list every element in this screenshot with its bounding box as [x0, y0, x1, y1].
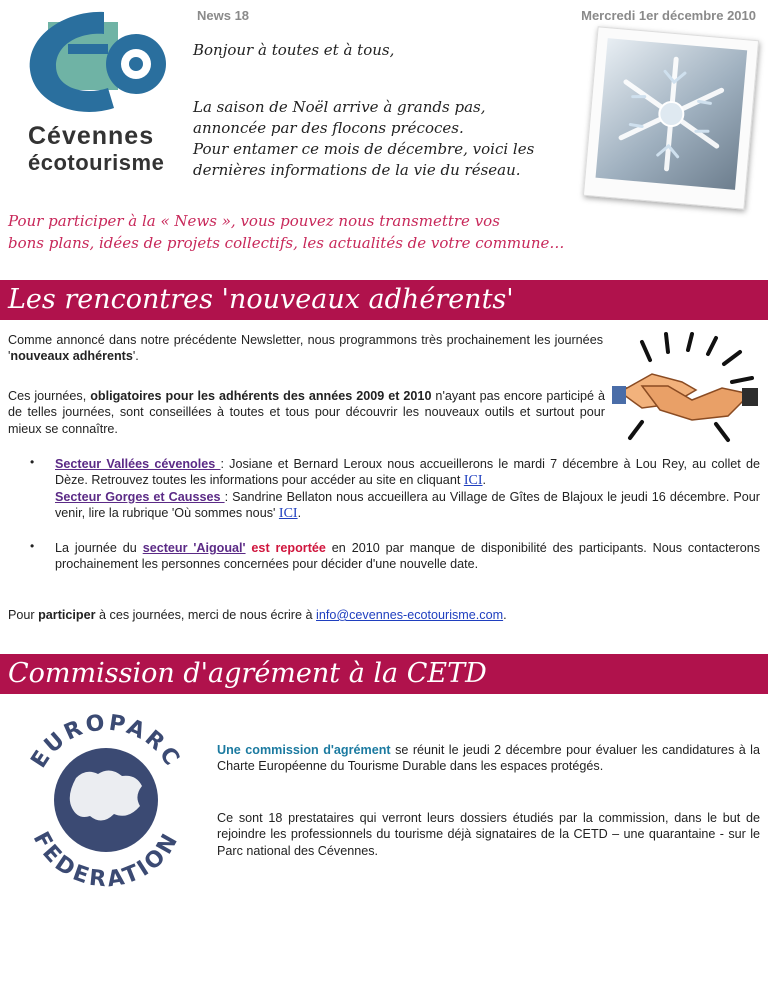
bullet-icon: •	[30, 539, 35, 553]
link-ici-gorges[interactable]: ICI	[278, 506, 298, 522]
link-secteur-aigoual[interactable]: secteur 'Aigoual'	[142, 541, 246, 555]
bullet-icon: •	[30, 455, 35, 469]
handshake-clipart	[612, 330, 758, 448]
greeting: Bonjour à toutes et à tous,	[193, 41, 395, 59]
paragraph-prestataires: Ce sont 18 prestataires qui verront leurs dossiers étudiés par la commission, dans le but de rejoindre les professionnels du tourisme déjà signataires de la CETD – une quarantaine - sur le Parc national des Cévennes.	[217, 811, 760, 858]
europarc-logo-icon	[6, 708, 206, 888]
link-ici-vallees[interactable]: ICI	[463, 473, 483, 489]
handshake-icon	[612, 330, 758, 448]
section-header-cetd	[0, 654, 768, 694]
paragraph-announcement: Comme annoncé dans notre précédente Newsletter, nous programmons très prochainement les journées 'nouveaux adhérents'.	[8, 333, 603, 364]
callout-line: Pour participer à la « News », vous pouvez nous transmettre vos	[8, 212, 500, 230]
logo-line1: Cévennes	[28, 122, 155, 150]
intro-line: annoncée par des flocons précoces.	[193, 119, 464, 137]
list-item-gorges: Secteur Gorges et Causses : Sandrine Bellaton nous accueillera au Village de Gîtes de Blajoux le jeudi 16 décembre. Pour venir, lire la rubrique 'Où sommes nous' ICI.	[55, 490, 760, 522]
paragraph-participate: Pour participer à ces journées, merci de nous écrire à info@cevennes-ecotourisme.com.	[8, 608, 507, 622]
europarc-top-text: EUROPARC	[26, 710, 186, 773]
list-item-aigoual: La journée du secteur 'Aigoual' est reportée en 2010 par manque de disponibilité des participants. Nous contacterons prochainement les personnes concernées pour décider d'une nouvelle date.	[55, 541, 761, 572]
intro-paragraph	[193, 97, 578, 181]
section-title: Commission d'agrément à la CETD	[8, 658, 487, 689]
issue-date: Mercredi 1er décembre 2010	[581, 8, 756, 23]
email-link[interactable]: info@cevennes-ecotourisme.com	[316, 608, 504, 622]
europarc-federation-logo	[6, 708, 206, 888]
link-secteur-vallees[interactable]: Secteur Vallées cévenoles	[55, 457, 221, 471]
snowflake-icon	[596, 38, 748, 190]
europarc-bottom-text: FEDERATION	[27, 827, 185, 888]
section-title: Les rencontres 'nouveaux adhérents'	[8, 284, 514, 315]
list-item-vallees: Secteur Vallées cévenoles : Josiane et Bernard Leroux nous accueillerons le mardi 7 décembre à Lou Rey, au collet de Dèze. Retrouvez toutes les informations pour accéder au site en cliquant ICI.	[55, 457, 760, 489]
intro-line: Pour entamer ce mois de décembre, voici les	[193, 140, 535, 158]
paragraph-mandatory-days: Ces journées, obligatoires pour les adhérents des années 2009 et 2010 n'ayant pas encore participé à de telles journées, sont conseillées à toutes et tous pour découvrir les nouveaux outils et surtout pour mieux se connaître.	[8, 389, 606, 436]
intro-line: La saison de Noël arrive à grands pas,	[193, 98, 486, 116]
contribution-callout	[8, 210, 748, 254]
news-number: News 18	[197, 8, 250, 23]
section-header-new-members	[0, 280, 768, 320]
cevennes-ecotourisme-logo	[8, 4, 180, 182]
link-secteur-gorges[interactable]: Secteur Gorges et Causses	[55, 490, 225, 504]
callout-line: bons plans, idées de projets collectifs, les actualités de votre commune…	[8, 234, 565, 252]
intro-line: dernières informations de la vie du réseau.	[193, 161, 521, 179]
logo-line2: écotourisme	[28, 150, 165, 175]
paragraph-commission: Une commission d'agrément se réunit le jeudi 2 décembre pour évaluer les candidatures à la Charte Européenne du Tourisme Durable dans les espaces protégés.	[217, 743, 760, 774]
eco-swirl-icon	[8, 4, 180, 124]
snowflake-photo	[583, 26, 759, 209]
